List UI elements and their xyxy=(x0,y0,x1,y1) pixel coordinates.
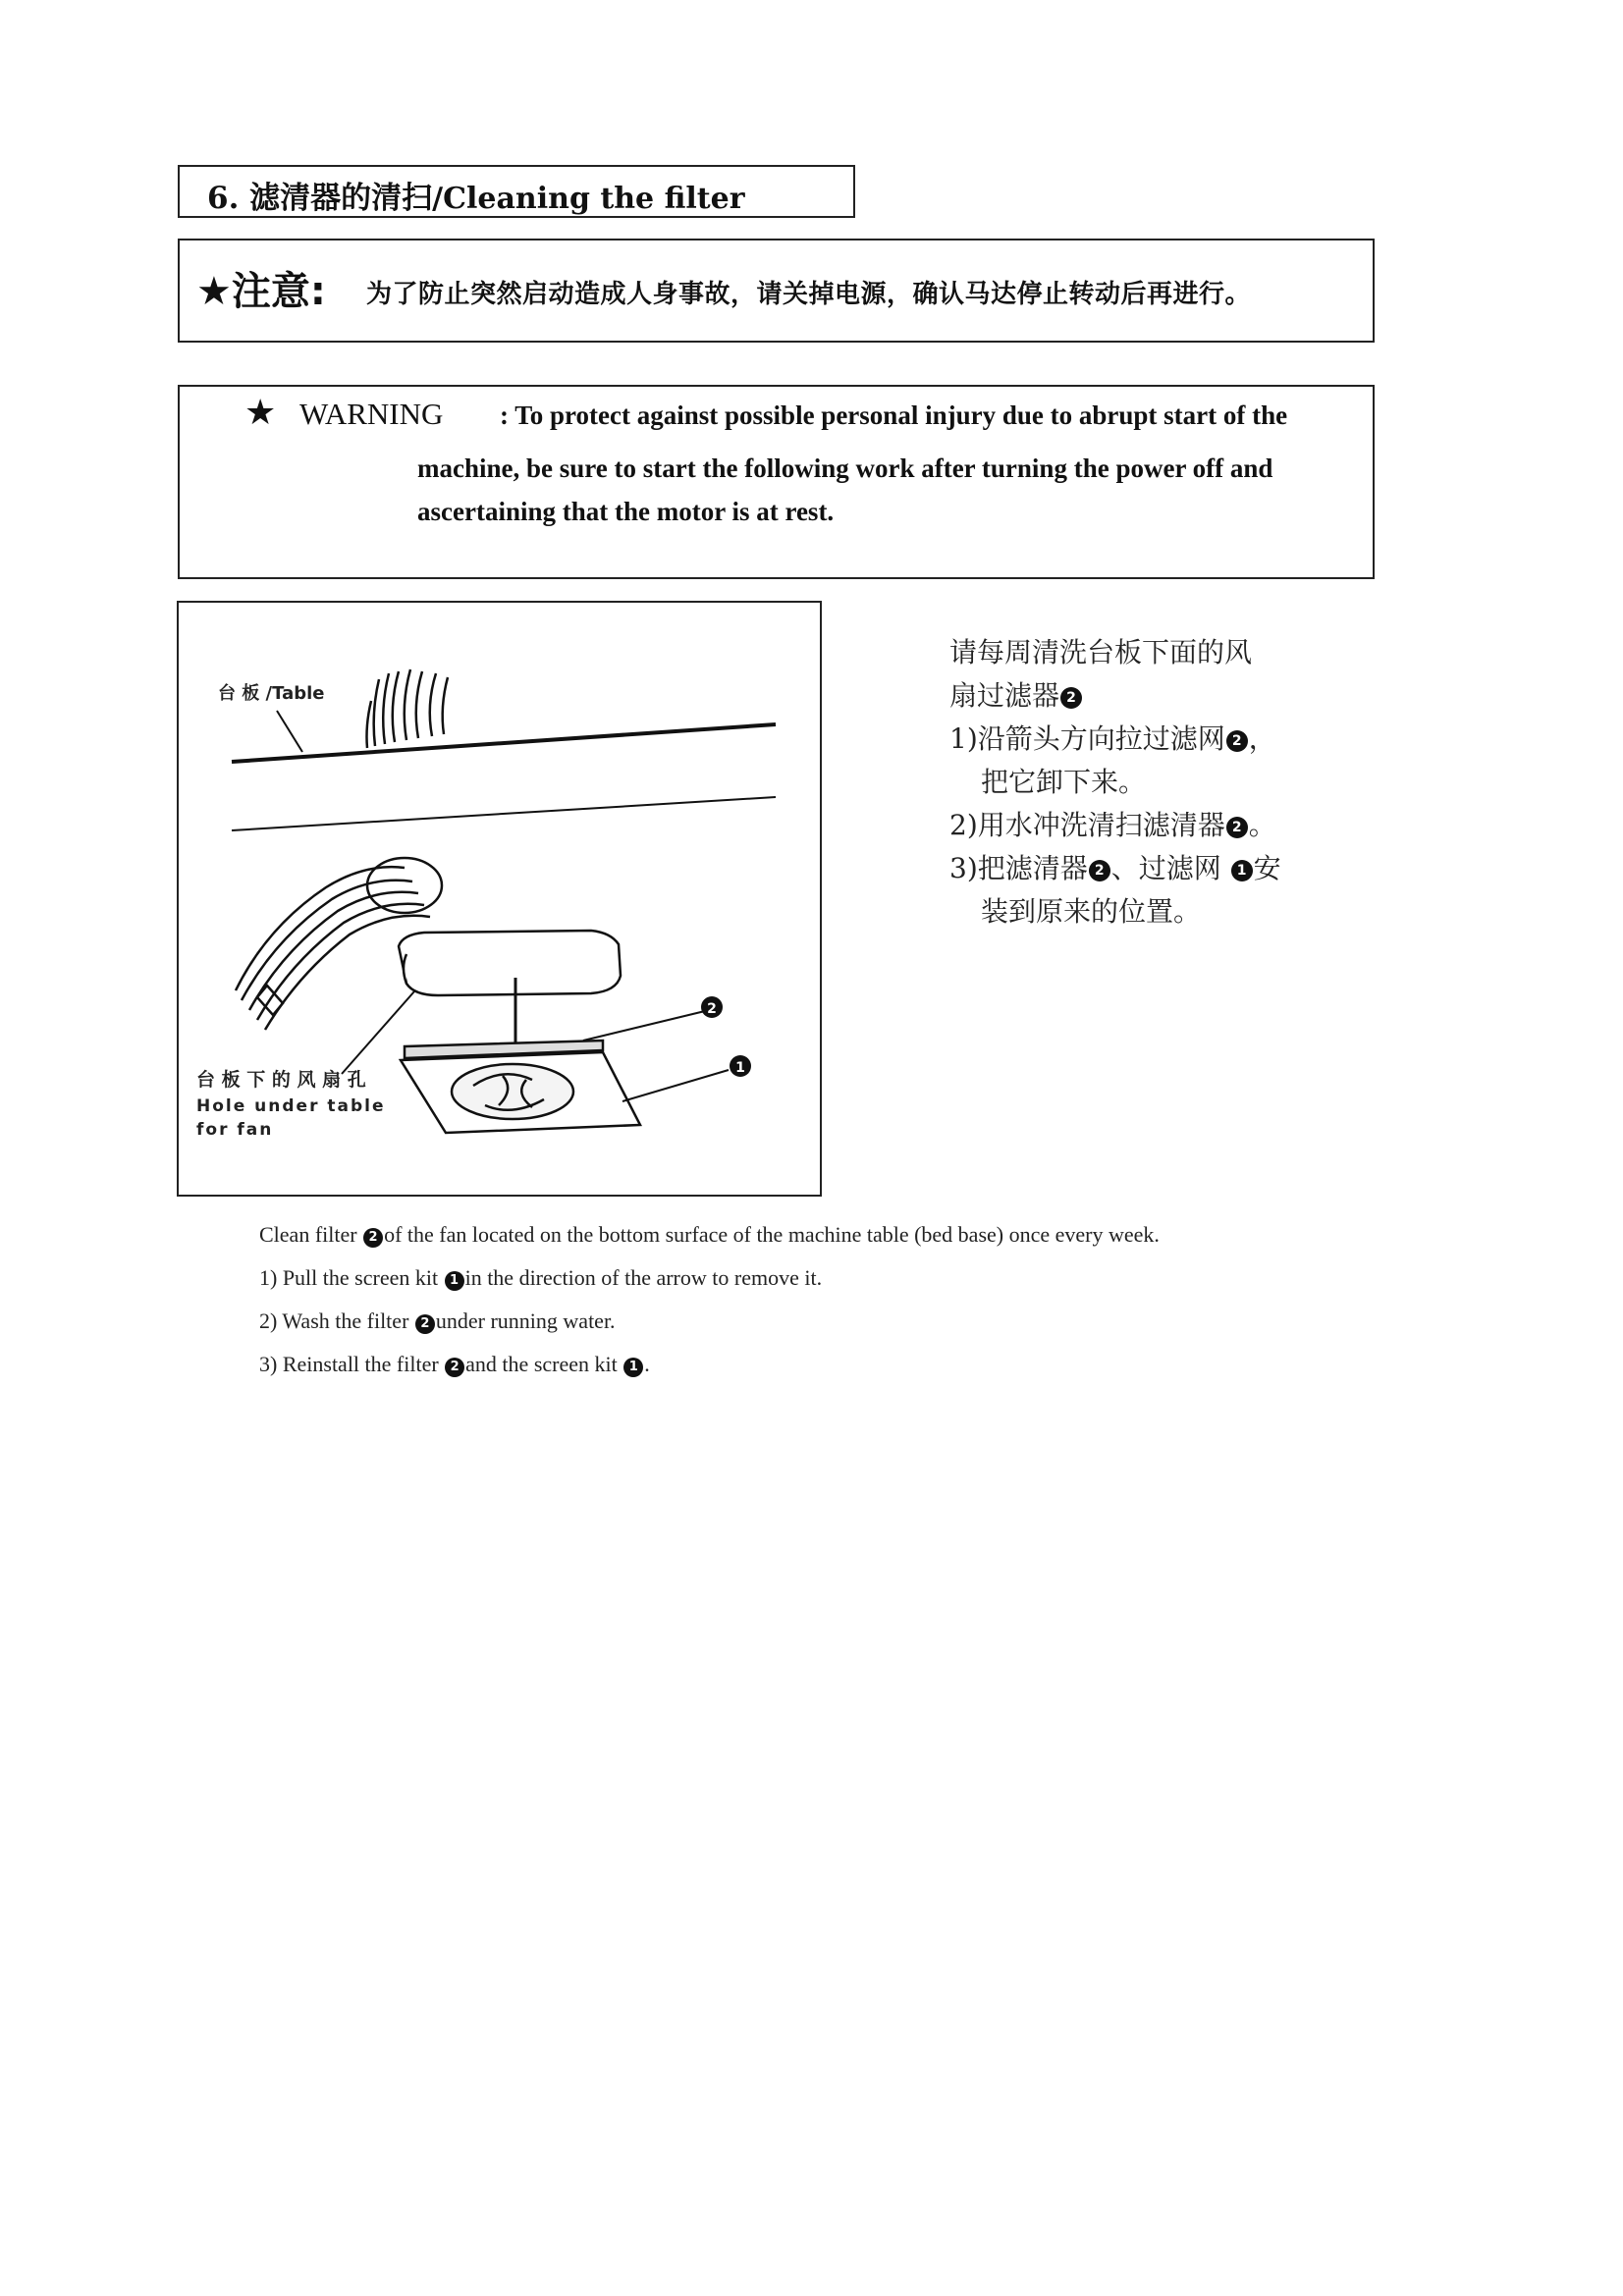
table-bottom-line xyxy=(232,797,776,830)
hole-label-en-1: Hole under table xyxy=(196,1096,386,1116)
marker-1-icon: 1 xyxy=(445,1271,464,1291)
section-title xyxy=(207,173,745,217)
cn-step-1-punct: ， xyxy=(1248,722,1276,755)
warning-colon: : xyxy=(500,400,509,430)
cn-intro-text: 扇过滤器 xyxy=(949,679,1060,712)
cn-step-2-punct: 。 xyxy=(1248,809,1276,841)
cn-intro-line-1: 请每周清洗台板下面的风 xyxy=(949,636,1253,668)
section-title-cn: 滤清器的清扫 xyxy=(249,181,433,216)
cn-step-3-mid: 、过滤网 xyxy=(1110,852,1230,884)
caution-text: 为了防止突然启动造成人身事故，请关掉电源，确认马达停止转动后再进行。 xyxy=(366,280,1252,309)
warning-line-1-text: To protect against possible personal injury due to abrupt start of the xyxy=(514,400,1288,430)
illustration-drawing xyxy=(179,603,820,1195)
caution-box xyxy=(178,239,1375,343)
en-intro-b: of the fan located on the bottom surface of the machine table (bed base) once every week. xyxy=(384,1222,1160,1247)
en-step-3 xyxy=(259,1343,1160,1386)
instructions-cn xyxy=(949,631,1281,934)
caution-label: ★注意: xyxy=(196,269,326,314)
marker-2-icon: 2 xyxy=(415,1314,435,1334)
marker-2-icon: 2 xyxy=(1226,730,1248,752)
en-step-3-a: 3) Reinstall the filter xyxy=(259,1352,445,1376)
section-title-en: /Cleaning the filter xyxy=(432,182,745,216)
en-step-1-a: 1) Pull the screen kit xyxy=(259,1265,444,1290)
fan-filter-illustration xyxy=(177,601,822,1197)
marker-1-icon: 1 xyxy=(1231,860,1253,881)
section-title-box xyxy=(178,165,855,218)
section-number: 6. xyxy=(207,181,240,216)
table-hatching xyxy=(367,669,449,748)
marker-2-icon: 2 xyxy=(1089,860,1110,881)
warning-star-icon: ★ xyxy=(244,393,277,433)
en-step-2 xyxy=(259,1300,1160,1343)
cn-step-1-cont: 把它卸下来。 xyxy=(981,766,1147,798)
warning-line-2: machine, be sure to start the following work after turning the power off and xyxy=(417,454,1273,483)
cn-step-1-text: 1)沿箭头方向拉过滤网 xyxy=(949,722,1225,755)
callout-1-leader xyxy=(622,1070,729,1101)
cn-step-3 xyxy=(949,847,1281,890)
warning-label: WARNING xyxy=(299,397,444,431)
table-edge-line xyxy=(232,724,776,762)
callout-2-leader xyxy=(583,1011,705,1041)
table-label: 台 板 /Table xyxy=(218,683,325,704)
fan-duct xyxy=(399,931,621,995)
en-step-3-b: and the screen kit xyxy=(465,1352,623,1376)
marker-2-icon: 2 xyxy=(1226,817,1248,838)
cn-step-1 xyxy=(949,718,1281,761)
en-intro xyxy=(259,1213,1160,1256)
en-step-3-c: . xyxy=(644,1352,650,1376)
callout-1-number: 1 xyxy=(735,1060,745,1076)
marker-2-icon: 2 xyxy=(445,1358,464,1377)
marker-2-icon: 2 xyxy=(363,1228,383,1248)
cn-step-2-text: 2)用水冲洗清扫滤清器 xyxy=(949,809,1225,841)
en-step-2-a: 2) Wash the filter xyxy=(259,1308,414,1333)
instructions-en xyxy=(259,1213,1160,1386)
en-step-2-b: under running water. xyxy=(435,1308,616,1333)
cn-intro-line-2 xyxy=(949,674,1281,718)
cn-step-3-end: 安 xyxy=(1253,852,1281,884)
hole-label-en-2: for fan xyxy=(196,1120,274,1140)
warning-box xyxy=(178,385,1375,579)
marker-2-icon: 2 xyxy=(1060,687,1082,709)
table-leader-line xyxy=(277,711,302,752)
en-step-1-b: in the direction of the arrow to remove it. xyxy=(464,1265,823,1290)
hole-label-cn: 台 板 下 的 风 扇 孔 xyxy=(196,1069,366,1091)
cn-step-3-text: 3)把滤清器 xyxy=(949,852,1088,884)
en-step-1 xyxy=(259,1256,1160,1300)
warning-line-1 xyxy=(500,400,1287,431)
callout-2-number: 2 xyxy=(707,1001,717,1017)
cn-step-2 xyxy=(949,804,1281,847)
en-intro-a: Clean filter xyxy=(259,1222,363,1247)
warning-line-3: ascertaining that the motor is at rest. xyxy=(417,497,835,526)
cn-step-3-cont: 装到原来的位置。 xyxy=(981,895,1202,928)
filter-plate xyxy=(401,1041,640,1133)
marker-1-icon: 1 xyxy=(623,1358,643,1377)
